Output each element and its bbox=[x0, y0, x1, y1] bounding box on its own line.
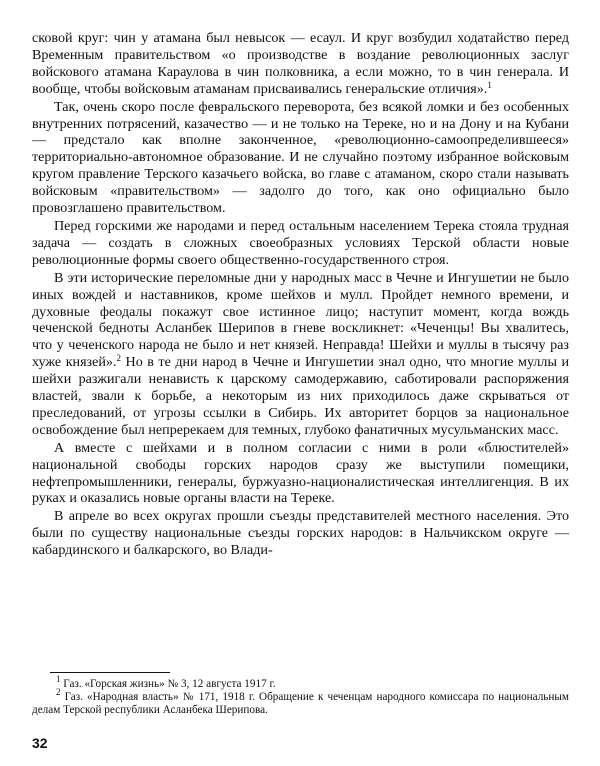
paragraph: В эти исторические переломные дни у народных масс в Чечне и Ингушетии не было иных вождей и наставников, кроме шейхов и мулл. Пройдет немного времени, и духовные феодалы покажут свое истинное лицо; наступит момент, когда вождь чеченской бедноты Асланбек Шерипов в гневе воскликнет: «Чеченцы! Вы хвалитесь, что у чеченского народа не было и нет князей. Неправда! Шейхи и муллы в тысячу раз хуже князей».$^2$ Но в те дни народ в Чечне и Ингушетии знал одно, что многие муллы и шейхи разжигали ненависть к царскому самодержавию, саботировали распоряжения властей, звали к борьбе, а некоторым из них приходилось даже скрываться от преследований, от угрозы ссылки в Сибирь. Их авторитет борцов за национальное освобождение был непререкаем для темных, глубоко фанатичных мусульманских масс. bbox=[32, 269, 569, 438]
footnote-ref: 2 bbox=[116, 353, 121, 364]
paragraph: В апреле во всех округах прошли съезды представителей местного населения. Это были по существу национальные съезды горских народов: в Нальчикском округе — кабардинского и балкарского, во Влади- bbox=[32, 508, 569, 559]
footnote-number: 1 bbox=[56, 674, 61, 684]
footnote-ref: 1 bbox=[487, 79, 492, 90]
page-number: 32 bbox=[32, 735, 48, 751]
paragraph: Так, очень скоро после февральского переворота, без всякой ломки и без особенных внутренних потрясений, казачество — и не только на Тереке, но и на Дону и на Кубани — предстало как вполне законченное, «революционно-самоопределившееся» территориально-автономное образование. И не случайно поэтому избранное войсковым кругом правление Терского казачьего войска, во главе с атаманом, скоро стали называть войсковым «правительством» — задолго до того, как оно официально было провозглашено правительством. bbox=[32, 98, 569, 217]
footnote: $^2$ Газ. «Народная власть» № 171, 1918 г. Обращение к чеченцам народного комиссара по национальным делам Терской республики Асланбека Шерипова. bbox=[32, 687, 569, 716]
paragraph: сковой круг: чин у атамана был невысок — есаул. И круг возбудил ходатайство перед Временным правительством «о производстве в воздание революционных заслуг войскового атамана Караулова в чин полковника, а если можно, то в чин генерала. И вообще, чтобы войсковым атаманам присваивались генеральские отличия».$^1$ bbox=[32, 30, 569, 97]
main-text bbox=[32, 30, 569, 559]
footnotes bbox=[32, 674, 569, 717]
paragraph: А вместе с шейхами и в полном согласии с ними в роли «блюстителей» национальной свободы горских народов сразу же выступили помещики, нефтепромышленники, генералы, буржуазно-националистическая интеллигенция. В их руках и оказались новые органы власти на Тереке. bbox=[32, 439, 569, 507]
paragraph: Перед горскими же народами и перед остальным населением Терека стояла трудная задача — создать в сложных своеобразных условиях Терской области новые революционные формы своего общественно-государственного строя. bbox=[32, 217, 569, 268]
footnote-divider bbox=[50, 672, 170, 673]
footnote: $^1$ Газ. «Горская жизнь» № 3, 12 августа 1917 г. bbox=[56, 674, 276, 690]
footnote-number: 2 bbox=[56, 687, 61, 697]
